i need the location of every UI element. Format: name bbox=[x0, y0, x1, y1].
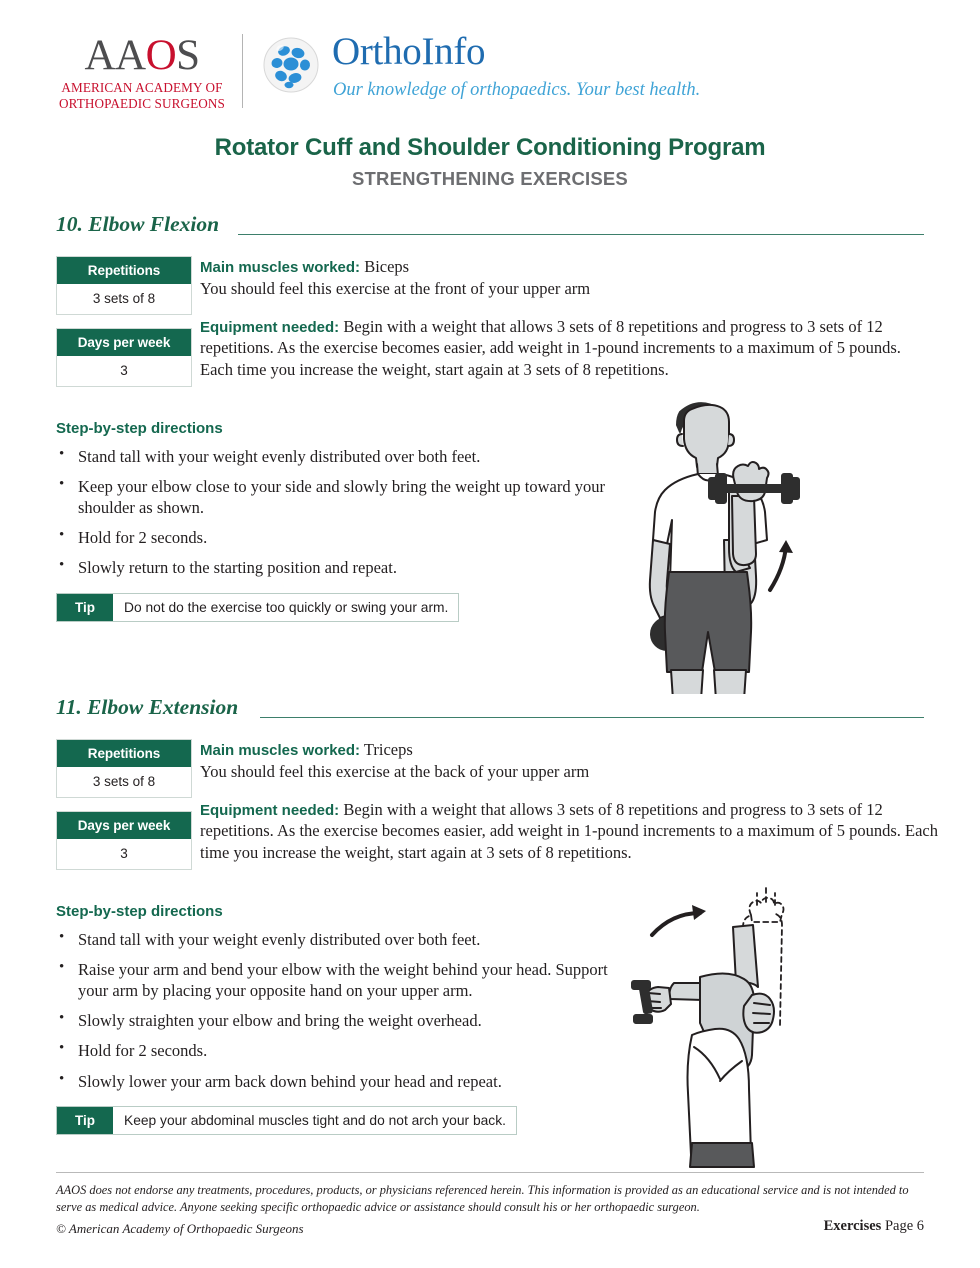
list-item: • Raise your arm and bend your elbow with the weight behind your head. Support your arm by placing your opposite hand on your upper arm. bbox=[56, 959, 621, 1001]
page-title: Rotator Cuff and Shoulder Conditioning Program bbox=[214, 134, 766, 161]
page-subtitle: STRENGTHENING EXERCISES bbox=[352, 168, 628, 189]
exercise-11-steps-heading: Step-by-step directions bbox=[56, 903, 223, 920]
aaos-wordmark-right: S bbox=[176, 32, 200, 79]
aaos-swoosh-o-icon: O bbox=[145, 32, 177, 79]
aaos-wordmark-left: AA bbox=[84, 32, 146, 79]
tip-text: Do not do the exercise too quickly or swing your arm. bbox=[124, 600, 449, 615]
exercise-11-repetitions-box bbox=[56, 739, 192, 798]
aaos-wordmark bbox=[58, 34, 226, 77]
exercise-11-equipment-paragraph bbox=[200, 799, 956, 863]
days-per-week-label: Days per week bbox=[57, 329, 191, 356]
list-item: • Slowly return to the starting position and repeat. bbox=[56, 557, 616, 578]
list-item: • Stand tall with your weight evenly distributed over both feet. bbox=[56, 929, 621, 950]
list-item: • Stand tall with your weight evenly distributed over both feet. bbox=[56, 446, 616, 467]
exercise-11-rule bbox=[260, 717, 924, 718]
motion-arrow-icon bbox=[770, 540, 793, 590]
days-per-week-label: Days per week bbox=[57, 812, 191, 839]
exercise-10-repetitions-box bbox=[56, 256, 192, 315]
footer-page-value: Page 6 bbox=[881, 1218, 924, 1234]
exercise-11-muscles-value: Triceps bbox=[360, 740, 413, 759]
exercise-10-muscles-value: Biceps bbox=[360, 257, 410, 276]
exercise-11-tip bbox=[56, 1106, 517, 1135]
aaos-subtitle-line-2: ORTHOPAEDIC SURGEONS bbox=[59, 96, 225, 112]
exercise-10-steps-list bbox=[56, 446, 616, 588]
motion-arrow-icon bbox=[652, 905, 706, 935]
exercise-11-days-box bbox=[56, 811, 192, 870]
exercise-10-equipment-paragraph bbox=[200, 316, 936, 380]
footer-disclaimer: AAOS does not endorse any treatments, procedures, products, or physicians referenced herein. This information is provided as an educational service and is not intended to serve as medical advice. Anyone seeking specific orthopaedic advice or assistance should consult his or her orthopaedic surgeon. bbox=[56, 1183, 909, 1214]
exercise-10-steps-heading: Step-by-step directions bbox=[56, 420, 223, 437]
footer-divider bbox=[56, 1172, 924, 1173]
exercise-10-muscles-paragraph bbox=[200, 256, 936, 299]
exercise-11-title: 11. Elbow Extension bbox=[56, 695, 239, 719]
tip-label: Tip bbox=[57, 594, 113, 621]
orthoinfo-sphere-icon bbox=[262, 36, 320, 94]
tip-text: Keep your abdominal muscles tight and do not arch your back. bbox=[124, 1113, 506, 1128]
footer-copyright: © American Academy of Orthopaedic Surgeons bbox=[56, 1221, 304, 1236]
exercise-10-heading-row bbox=[56, 212, 924, 242]
exercise-10-feel-line: You should feel this exercise at the front of your upper arm bbox=[200, 278, 591, 298]
equipment-label: Equipment needed: bbox=[200, 318, 340, 336]
aaos-subtitle-line-1: AMERICAN ACADEMY OF bbox=[61, 80, 223, 95]
list-item: • Hold for 2 seconds. bbox=[56, 527, 616, 548]
tip-label: Tip bbox=[57, 1107, 113, 1134]
exercise-10-rule bbox=[238, 234, 924, 235]
main-muscles-label: Main muscles worked: bbox=[200, 742, 361, 759]
orthoinfo-tagline: Our knowledge of orthopaedics. Your best health. bbox=[333, 80, 701, 100]
exercise-10-title: 10. Elbow Flexion bbox=[56, 212, 220, 236]
footer-page-label: Exercises bbox=[823, 1218, 882, 1234]
equipment-label: Equipment needed: bbox=[200, 801, 340, 819]
exercise-10-equipment-value: Begin with a weight that allows 3 sets of 8 repetitions and progress to 3 sets of 12 repetitions. As the exercise becomes easier, add weight in 1-pound increments to a maximum of 5 pounds. Each time you increase the weight, start again at 3 sets of 8 repetitions. bbox=[200, 316, 901, 379]
exercise-10-illustration bbox=[636, 394, 826, 694]
exercise-11-heading-row bbox=[56, 695, 924, 725]
exercise-11-feel-line: You should feel this exercise at the back of your upper arm bbox=[200, 761, 590, 781]
exercise-10-tip bbox=[56, 593, 459, 622]
exercise-10-days-box bbox=[56, 328, 192, 387]
exercise-11-info bbox=[200, 739, 956, 863]
list-item: • Slowly straighten your elbow and bring the weight overhead. bbox=[56, 1010, 621, 1031]
page-header bbox=[0, 0, 980, 118]
list-item: • Slowly lower your arm back down behind your head and repeat. bbox=[56, 1071, 621, 1092]
exercise-11-steps-list bbox=[56, 929, 621, 1101]
exercise-10-info bbox=[200, 256, 936, 380]
aaos-logo bbox=[58, 34, 226, 112]
main-muscles-label: Main muscles worked: bbox=[200, 259, 361, 276]
footer-page-number bbox=[824, 1218, 924, 1235]
repetitions-label: Repetitions bbox=[57, 257, 191, 284]
list-item: • Hold for 2 seconds. bbox=[56, 1040, 621, 1061]
repetitions-label: Repetitions bbox=[57, 740, 191, 767]
repetitions-value: 3 sets of 8 bbox=[57, 284, 191, 314]
list-item: • Keep your elbow close to your side and slowly bring the weight up toward your shoulder as shown. bbox=[56, 476, 616, 518]
exercise-11-illustration bbox=[630, 875, 840, 1175]
exercise-11-muscles-paragraph bbox=[200, 739, 956, 782]
days-per-week-value: 3 bbox=[57, 839, 191, 869]
orthoinfo-wordmark: OrthoInfo bbox=[332, 30, 486, 73]
days-per-week-value: 3 bbox=[57, 356, 191, 386]
repetitions-value: 3 sets of 8 bbox=[57, 767, 191, 797]
exercise-11-equipment-value: Begin with a weight that allows 3 sets of 8 repetitions and progress to 3 sets of 12 repetitions. As the exercise becomes easier, add weight in 1-pound increments to a maximum of 5 pounds. Each time you increase the weight, start again at 3 sets of 8 repetitions. bbox=[200, 799, 938, 862]
header-divider bbox=[242, 34, 243, 108]
